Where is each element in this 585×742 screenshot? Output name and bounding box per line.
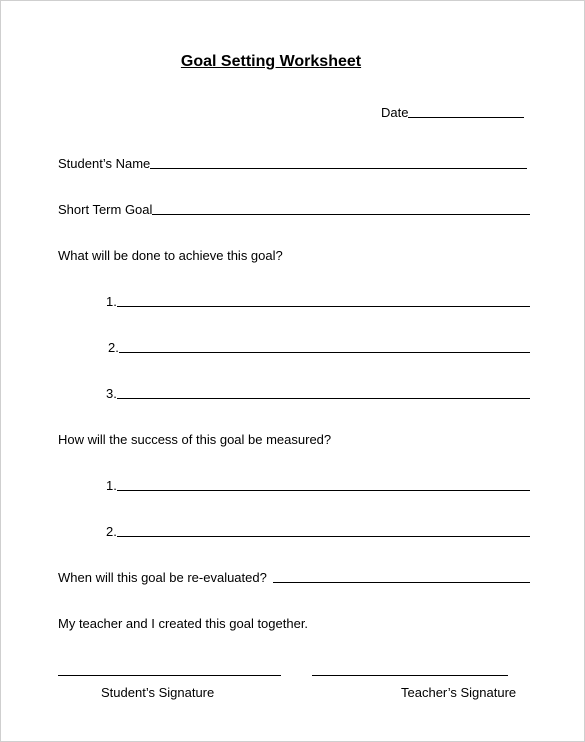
achieve-item-number: 2.	[108, 340, 119, 355]
achieve-item-number: 1.	[106, 294, 117, 309]
achieve-question: What will be done to achieve this goal?	[58, 248, 283, 263]
measure-item-number: 2.	[106, 524, 117, 539]
achieve-item-field[interactable]	[117, 294, 530, 307]
short-term-goal-row	[58, 202, 530, 217]
agreement-text: My teacher and I created this goal together.	[58, 616, 309, 631]
reevaluate-label: When will this goal be re-evaluated?	[58, 570, 267, 585]
date-field[interactable]	[408, 105, 524, 118]
short-term-goal-field[interactable]	[152, 202, 530, 215]
measure-item-2	[106, 524, 530, 539]
student-name-field[interactable]	[150, 156, 527, 169]
measure-item-number: 1.	[106, 478, 117, 493]
measure-item-field[interactable]	[117, 524, 530, 537]
short-term-goal-label: Short Term Goal	[58, 202, 153, 217]
date-row	[381, 105, 524, 120]
achieve-item-2	[108, 340, 530, 355]
student-name-row	[58, 156, 527, 171]
achieve-item-1	[106, 294, 530, 309]
measure-question: How will the success of this goal be measured?	[58, 432, 332, 447]
page-title: Goal Setting Worksheet	[180, 53, 362, 70]
reevaluate-row	[58, 570, 530, 585]
measure-item-field[interactable]	[117, 478, 530, 491]
achieve-item-field[interactable]	[117, 386, 530, 399]
date-label: Date	[381, 105, 409, 120]
student-signature-line[interactable]	[58, 675, 281, 676]
teacher-signature-label: Teacher’s Signature	[401, 685, 517, 700]
reevaluate-field[interactable]	[273, 570, 530, 583]
achieve-item-3	[106, 386, 530, 401]
achieve-item-field[interactable]	[119, 340, 530, 353]
teacher-signature-line[interactable]	[312, 675, 508, 676]
achieve-item-number: 3.	[106, 386, 117, 401]
student-name-label: Student’s Name	[58, 156, 151, 171]
student-signature-label: Student’s Signature	[101, 685, 215, 700]
measure-item-1	[106, 478, 530, 493]
